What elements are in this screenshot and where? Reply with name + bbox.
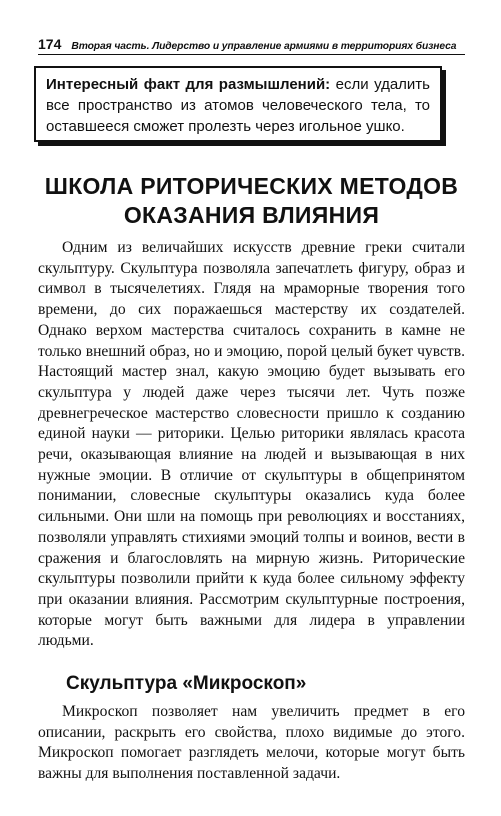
page-number: 174	[38, 36, 62, 52]
subsection-paragraph: Микроскоп позволяет нам увеличить предмет в его описании, раскрыть его свойства, плохо видимые до этого. Микроскоп помогает разглядеть мелочи, которые могут быть важны для выполнения поставленной задачи.	[38, 703, 465, 783]
section-title-line-2: ОКАЗАНИЯ ВЛИЯНИЯ	[123, 202, 380, 228]
fact-box	[34, 66, 442, 142]
header-rule	[38, 54, 465, 55]
fact-box-text: если удалить все пространство из атомов человеческого тела, то оставшееся сможет пролезть через игольное ушко.	[46, 76, 430, 135]
section-title	[38, 172, 465, 230]
running-head-title: Вторая часть. Лидерство и управление армиями в территориях бизнеса	[71, 41, 457, 52]
section-paragraph: Одним из величайших искусств древние греки считали скульптуру. Скульптура позволяла запечатлеть фигуру, образ и символ в тысячелетиях. Глядя на мраморные творения того времени, до сих поражаешься мастерству их создателей. Однако верхом мастерства считалось сохранить в камне не только внешний образ, но и эмоцию, порой целый букет чувств. Настоящий мастер знал, какую эмоцию будет вызывать его скульптура у людей даже через тысячи лет. Чуть позже древнегреческое мастерство словесности пришло к созданию единой науки — риторики. Целью риторики являлась красота речи, оказывающая влияние на людей и вызывающая в них нужные эмоции. В отличие от скульптуры в общепринятом понимании, словесные скульптуры оказались куда более сильными. Они шли на помощь при революциях и восстаниях, позволяли управлять стихиями эмоций толпы и воинов, вести в сражения и благословлять на мирную жизнь. Риторические скульптуры позволили прийти к куда более сильному эффекту при оказании влияния. Рассмотрим скульптурные построения, которые могут быть важными для лидера в управлении людьми.	[38, 239, 465, 650]
running-head	[38, 36, 465, 52]
section-title-line-1: ШКОЛА РИТОРИЧЕСКИХ МЕТОДОВ	[44, 173, 459, 199]
fact-box-label: Интересный факт для размышлений:	[46, 76, 331, 93]
subsection-title: Скульптура «Микроскоп»	[66, 673, 307, 694]
